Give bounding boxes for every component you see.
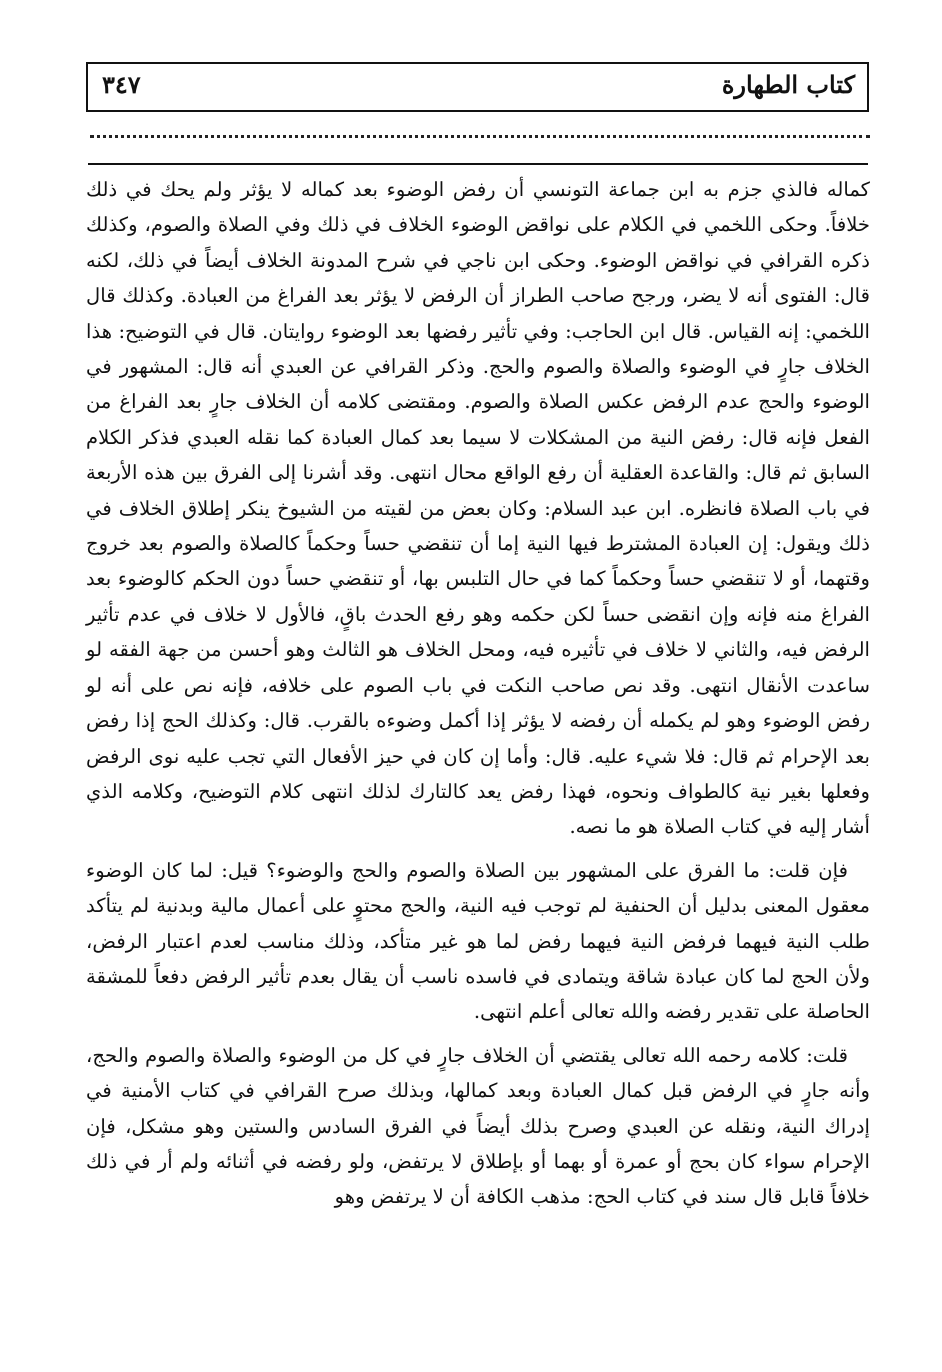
solid-divider bbox=[88, 163, 868, 165]
dotted-divider bbox=[90, 135, 870, 138]
paragraph-2: فإن قلت: ما الفرق على المشهور بين الصلاة والصوم والحج والوضوء؟ قيل: لما كان الوضوء معقول المعنى بدليل أن الحنفية لم توجب فيه النية، والحج محتوٍ على أعمال مالية وبدنية لم يتأكد طلب النية فيهما فرفض النية فيهما رفض لما هو غير متأكد، وذلك مناسب لعدم اعتبار الرفض، ولأن الحج لما كان عبادة شاقة ويتمادى في فاسده ناسب أن يقال بعدم تأثير الرفض دفعاً للمشقة الحاصلة على تقدير رفضه والله تعالى أعلم انتهى. bbox=[86, 858, 870, 1024]
book-title: كتاب الطهارة bbox=[721, 70, 855, 99]
page-number: ٣٤٧ bbox=[102, 70, 141, 99]
running-header bbox=[86, 62, 869, 112]
paragraph-1: كماله فالذي جزم به ابن جماعة التونسي أن رفض الوضوء بعد كماله لا يؤثر ولم يحك في ذلك خلافاً. وحكى اللخمي في الكلام على نواقض الوضوء الخلاف في ذلك وفي الصلاة والصوم، وكذلك ذكره القرافي في نواقض الوضوء. وحكى ابن ناجي في شرح المدونة الخلاف أيضاً في ذلك، لكنه قال: الفتوى أنه لا يضر، ورجح صاحب الطراز أن الرفض لا يؤثر بعد الفراغ من العبادة. وكذلك قال اللخمي: إنه القياس. قال ابن الحاجب: وفي تأثير رفضها بعد الوضوء روايتان. قال في التوضيح: هذا الخلاف جارٍ في الوضوء والصلاة والصوم والحج. وذكر القرافي عن العبدي أنه قال: المشهور في الوضوء والحج عدم الرفض عكس الصلاة والصوم. ومقتضى كلامه أن الخلاف جارٍ بعد الفراغ من الفعل فإنه قال: رفض النية من المشكلات لا سيما بعد كمال العبادة كما نقله العبدي فذكر الكلام السابق ثم قال: والقاعدة العقلية أن رفع الواقع محال انتهى. وقد أشرنا إلى الفرق بين هذه الأربعة في باب الصلاة فانظره. ابن عبد السلام: وكان بعض من لقيته من الشيوخ ينكر إطلاق الخلاف في ذلك ويقول: إن العبادة المشترط فيها النية إما أن تنقضي حساً وحكماً كالصلاة والصوم بعد خروج وقتهما، أو لا تنقضي حساً وحكماً كما في حال التلبس بها، أو تنقضي حساً دون الحكم كالوضوء بعد الفراغ منه فإنه وإن انقضى حساً لكن حكمه وهو رفع الحدث باقٍ، فالأول لا خلاف في عدم تأثير الرفض فيه، والثاني لا خلاف في تأثيره فيه، ومحل الخلاف هو الثالث وهو أحسن من جهة الفقه لو ساعدت الأنقال انتهى. وقد نص صاحب النكت في باب الصوم على خلافه، فإنه نص على أنه لو رفض الوضوء وهو لم يكمله أن رفضه لا يؤثر إذا أكمل وضوءه بالقرب. قال: وكذلك الحج إذا رفض بعد الإحرام ثم قال: فلا شيء عليه. قال: وأما إن كان في حيز الأفعال التي تجب عليه نوى الرفض وفعلها بغير نية كالطواف ونحوه، فهذا رفض يعد كالتارك لذلك انتهى كلام التوضيح، وكلامه الذي أشار إليه في كتاب الصلاة هو ما نصه. bbox=[86, 178, 870, 839]
paragraph-3: قلت: كلامه رحمه الله تعالى يقتضي أن الخلاف جارٍ في كل من الوضوء والصلاة والصوم والحج، وأنه جارٍ في الرفض قبل كمال العبادة وبعد كمالها، وبذلك صرح القرافي في كتاب الأمنية في إدراك النية، ونقله عن العبدي وصرح بذلك أيضاً في الفرق السادس والستين وهو مشكل، فإن الإحرام سواء كان بحج أو عمرة أو بهما أو بإطلاق لا يرتفض، ولو رفضه في أثنائه ولم أر في ذلك خلافاً قابل قال سند في كتاب الحج: مذهب الكافة أن لا يرتفض وهو bbox=[86, 1043, 870, 1209]
page-body bbox=[86, 172, 870, 1215]
